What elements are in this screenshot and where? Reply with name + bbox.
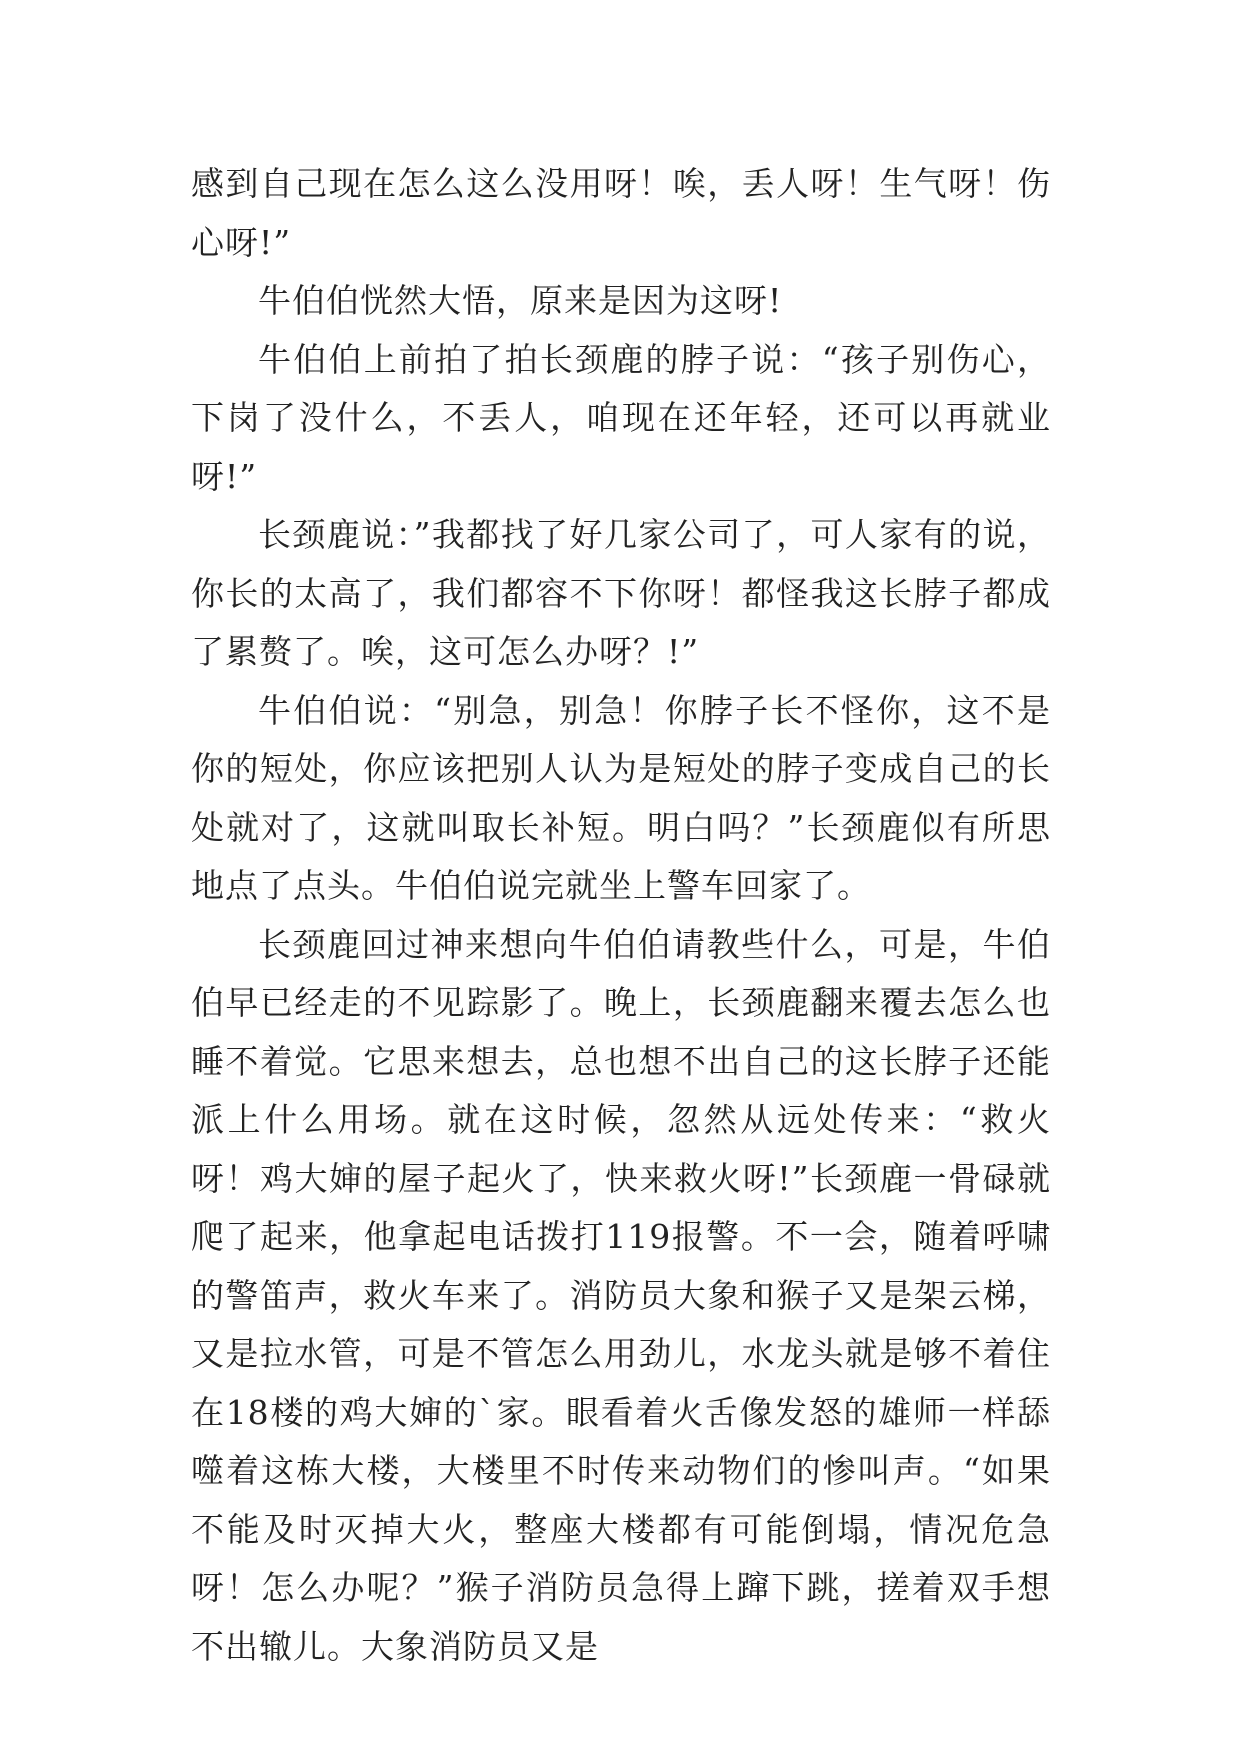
paragraph-continuation: 感到自己现在怎么这么没用呀！唉，丢人呀！生气呀！伤心呀!”	[191, 164, 1051, 262]
paragraph: 牛伯伯说：“别急，别急！你脖子长不怪你，这不是你的短处，你应该把别人认为是短处的脖子变成自己的长处就对了，这就叫取长补短。明白吗？”长颈鹿似有所思地点了点头。牛伯伯说完就坐上警车回家了。	[191, 690, 1051, 905]
paragraph: 长颈鹿回过神来想向牛伯伯请教些什么，可是，牛伯伯早已经走的不见踪影了。晚上，长颈鹿翻来覆去怎么也睡不着觉。它思来想去，总也想不出自己的这长脖子还能派上什么用场。就在这时候，忽然从远处传来：“救火呀！鸡大婶的屋子起火了，快来救火呀!”长颈鹿一骨碌就爬了起来，他拿起电话拨打119报警。不一会，随着呼啸的警笛声，救火车来了。消防员大象和猴子又是架云梯，又是拉水管，可是不管怎么用劲儿，水龙头就是够不着住在18楼的鸡大婶的`家。眼看着火舌像发怒的雄师一样舔噬着这栋大楼，大楼里不时传来动物们的惨叫声。“如果不能及时灭掉大火，整座大楼都有可能倒塌，情况危急呀！怎么办呢？”猴子消防员急得上蹿下跳，搓着双手想不出辙儿。大象消防员又是	[191, 924, 1051, 1666]
story-text	[191, 155, 1051, 1676]
paragraph: 牛伯伯上前拍了拍长颈鹿的脖子说：“孩子别伤心，下岗了没什么，不丢人，咱现在还年轻，还可以再就业呀!”	[191, 339, 1051, 496]
paragraph: 牛伯伯恍然大悟，原来是因为这呀!	[258, 281, 783, 320]
paragraph: 长颈鹿说：”我都找了好几家公司了，可人家有的说，你长的太高了，我们都容不下你呀！都怪我这长脖子都成了累赘了。唉，这可怎么办呀？!”	[191, 515, 1051, 671]
